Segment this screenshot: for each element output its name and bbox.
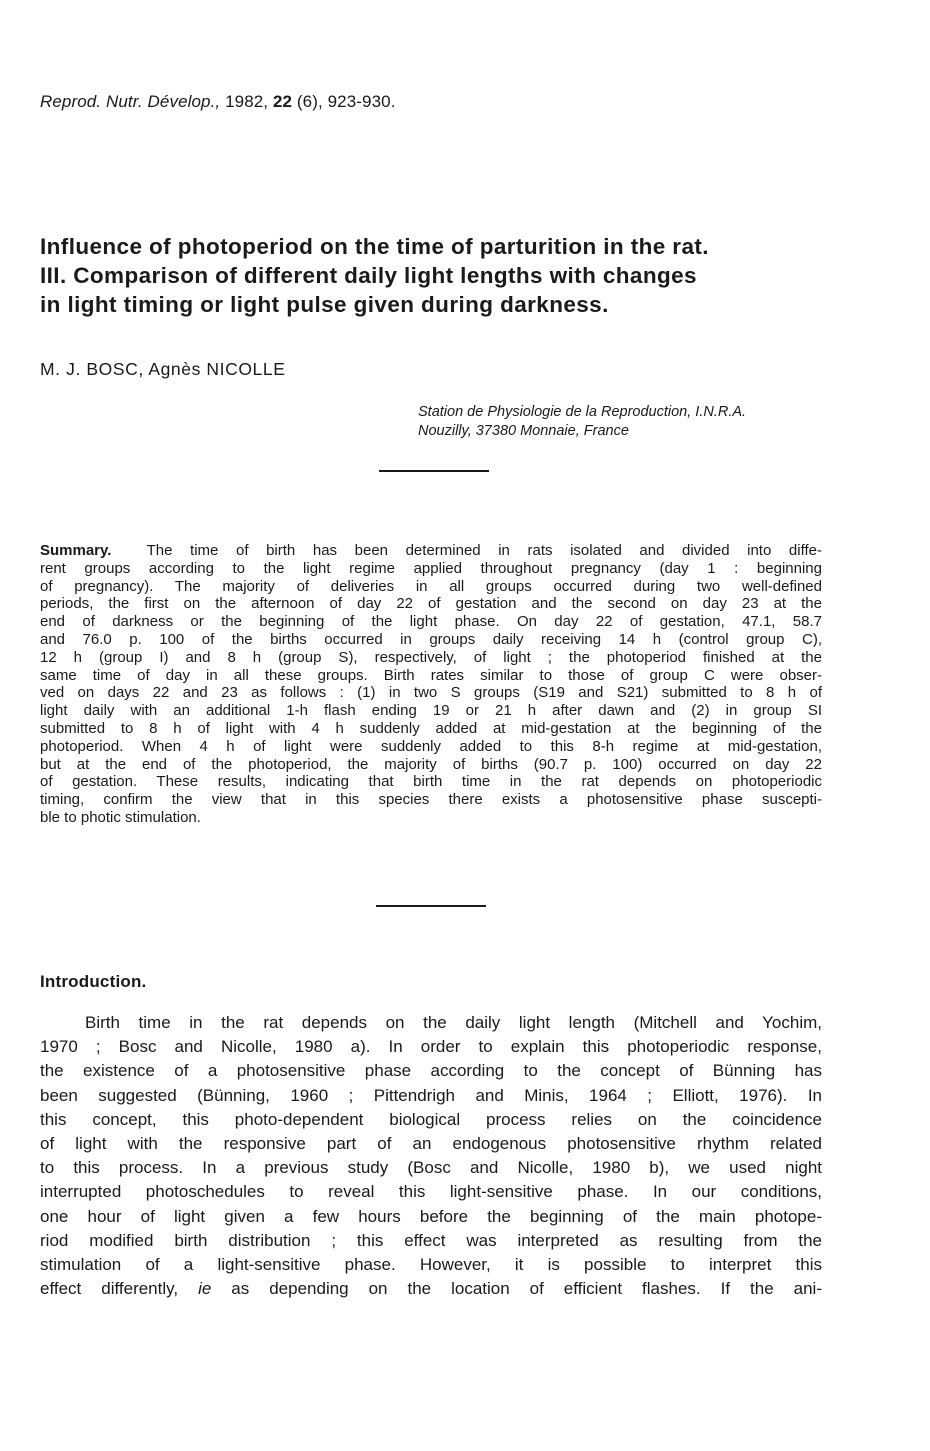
paper-title [40,232,890,319]
body-line: 1970 ; Bosc and Nicolle, 1980 a). In order to explain this photoperiodic response, [40,1037,822,1057]
body-line: interrupted photoschedules to reveal this light-sensitive phase. In our conditions, [40,1182,822,1202]
summary-line [40,542,822,560]
summary-line: 12 h (group I) and 8 h (group S), respectively, of light ; the photoperiod finished at the [40,648,822,666]
body-text-segment: as depending on the location of efficient flashes. If the ani- [211,1279,822,1299]
summary-line: same time of day in all these groups. Birth rates similar to those of group C were obser- [40,666,822,684]
body-line: stimulation of a light-sensitive phase. However, it is possible to interpret this [40,1255,822,1275]
summary-line: of gestation. These results, indicating that birth time in the rat depends on photoperiodic [40,773,822,791]
body-line: of light with the responsive part of an endogenous photosensitive rhythm related [40,1134,822,1154]
journal-name: Reprod. Nutr. Dévelop., [40,92,221,111]
summary-line: submitted to 8 h of light with 4 h suddenly added at mid-gestation at the beginning of the [40,719,822,737]
title-line: III. Comparison of different daily light lengths with changes [40,263,697,288]
body-line: Birth time in the rat depends on the daily light length (Mitchell and Yochim, [85,1013,822,1032]
summary-line: ved on days 22 and 23 as follows : (1) in two S groups (S19 and S21) submitted to 8 h of [40,684,822,702]
title-line: in light timing or light pulse given during darkness. [40,292,609,317]
summary-line: rent groups according to the light regime applied throughout pregnancy (day 1 : beginning [40,559,822,577]
affiliation [418,403,746,441]
summary-line: timing, confirm the view that in this species there exists a photosensitive phase suscepti- [40,791,822,809]
section-divider [379,470,489,472]
journal-year: 1982, [225,92,269,111]
body-line: one hour of light given a few hours before the beginning of the main photope- [40,1206,822,1226]
introduction-heading: Introduction. [40,972,147,991]
title-line: Influence of photoperiod on the time of parturition in the rat. [40,234,709,259]
body-italic-term: ie [198,1279,212,1299]
authors: M. J. BOSC, Agnès NICOLLE [40,359,286,379]
body-line: been suggested (Bünning, 1960 ; Pittendrigh and Minis, 1964 ; Elliott, 1976). In [40,1085,822,1105]
body-line: this concept, this photo-dependent biological process relies on the coincidence [40,1109,822,1129]
summary-line: periods, the first on the afternoon of day 22 of gestation and the second on day 23 at the [40,595,822,613]
journal-volume: 22 [272,92,293,111]
affiliation-line: Nouzilly, 37380 Monnaie, France [418,423,629,439]
body-text-segment: effect differently, [40,1279,199,1299]
body-line: the existence of a photosensitive phase according to the concept of Bünning has [40,1061,822,1081]
summary-line: of pregnancy). The majority of deliveries in all groups occurred during two well-defined [40,577,822,595]
introduction-body [40,1011,822,1301]
summary-text: The time of birth has been determined in rats isolated and divided into diffe- [146,542,822,559]
summary-line: end of darkness or the beginning of the light phase. On day 22 of gestation, 47.1, 58.7 [40,613,822,631]
summary-line: and 76.0 p. 100 of the births occurred in groups daily receiving 14 h (control group C), [40,630,822,648]
summary-line: photoperiod. When 4 h of light were suddenly added to this 8-h regime at mid-gestation, [40,737,822,755]
summary [40,542,822,827]
affiliation-line: Station de Physiologie de la Reproduction, I.N.R.A. [418,404,747,420]
body-line [40,1277,822,1301]
journal-reference [40,92,396,112]
section-divider [376,905,486,907]
summary-label: Summary. [40,542,112,559]
summary-line: ble to photic stimulation. [40,808,201,826]
summary-line: light daily with an additional 1-h flash ending 19 or 21 h after dawn and (2) in group SI [40,702,822,720]
journal-issue-pages: (6), 923-930. [296,92,396,111]
summary-line: but at the end of the photoperiod, the majority of births (90.7 p. 100) occurred on day 22 [40,755,822,773]
body-line: riod modified birth distribution ; this effect was interpreted as resulting from the [40,1230,822,1250]
body-line: to this process. In a previous study (Bosc and Nicolle, 1980 b), we used night [40,1158,822,1178]
